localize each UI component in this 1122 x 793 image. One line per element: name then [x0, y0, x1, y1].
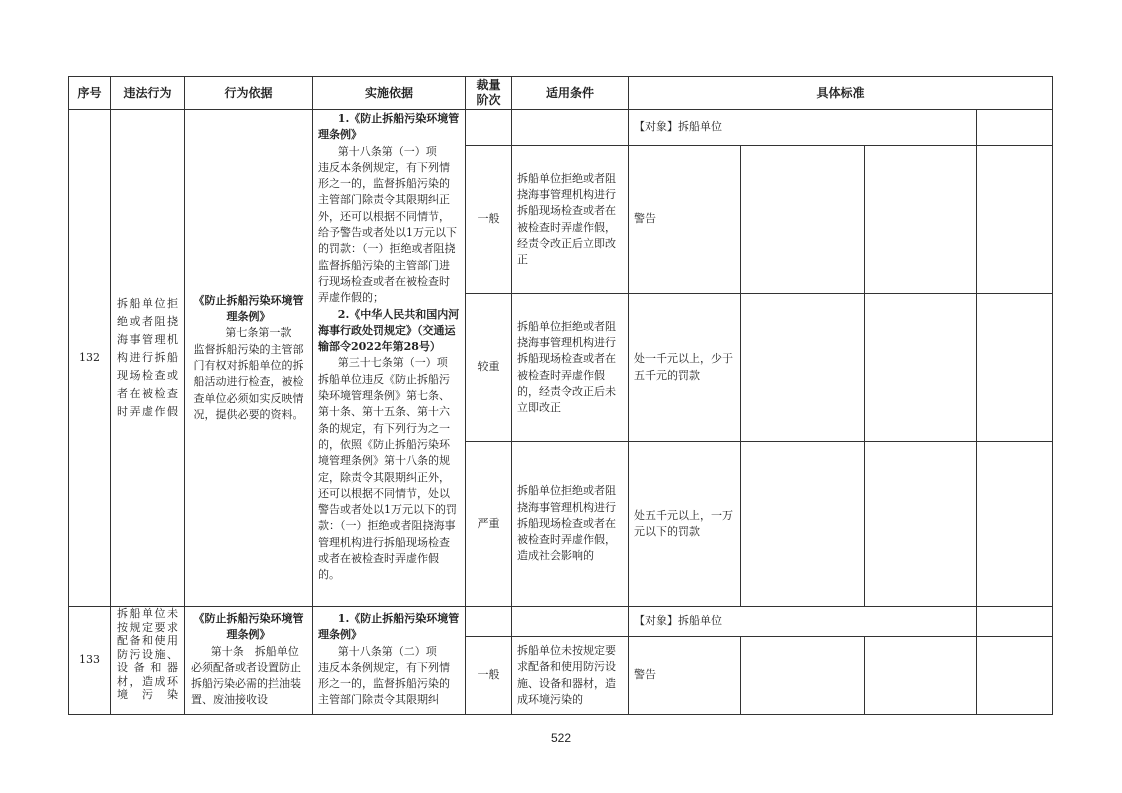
level-cell: 较重 — [466, 294, 512, 442]
impl-body-1: 第十八条第（二）项 违反本条例规定，有下列情形之一的，监督拆船污染的主管部门除责令其限期纠 — [318, 644, 450, 707]
empty-cell — [741, 146, 865, 294]
violation-text: 拆船单位拒绝或者阻挠海事管理机构进行拆船现场检查或者在被检查时弄虚作假 — [117, 297, 178, 418]
header-standard: 具体标准 — [629, 77, 1053, 110]
empty-cell — [865, 442, 977, 607]
condition-cell: 拆船单位拒绝或者阻挠海事管理机构进行拆船现场检查或者在被检查时弄虚作假，造成社会影响的 — [512, 442, 629, 607]
condition-cell: 拆船单位拒绝或者阻挠海事管理机构进行拆船现场检查或者在被检查时弄虚作假的，经责令改正后未立即改正 — [512, 294, 629, 442]
header-implement: 实施依据 — [313, 77, 466, 110]
condition-cell: 拆船单位未按规定要求配备和使用防污设施、设备和器材，造成环境污染的 — [512, 637, 629, 715]
seq-cell: 133 — [69, 607, 111, 715]
basis-body: 第七条第一款 监督拆船污染的主管部门有权对拆船单位的拆船活动进行检查，被检查单位必须如实反映情况，提供必要的资料。 — [193, 326, 304, 421]
level-cell: 一般 — [466, 146, 512, 294]
empty-cell — [865, 637, 977, 715]
implement-cell — [313, 110, 466, 607]
penalty-table — [68, 76, 1053, 715]
header-violation: 违法行为 — [111, 77, 185, 110]
violation-text: 拆船单位未按规定要求配备和使用防污设施、设备和器材，造成环境污染 — [117, 607, 178, 701]
impl-title-2: 2.《中华人民共和国内河海事行政处罚规定》（交通运输部令2022年第28号） — [318, 307, 460, 354]
standard-cell: 警告 — [629, 637, 741, 715]
empty-cell — [865, 146, 977, 294]
basis-title: 《防止拆船污染环境管理条例》 — [193, 612, 304, 642]
standard-cell: 处一千元以上，少于五千元的罚款 — [629, 294, 741, 442]
impl-body-2: 第三十七条第（一）项 拆船单位违反《防止拆船污染环境管理条例》第七条、第十条、第十五条、第十六条的规定，有下列行为之一的，依照《防止拆船污染环境管理条例》第十八条的规定，除责令其限期纠正外，还可以根据不同情节，处以警告或者处以1万元以下的罚款：（一）拒绝或者阻挠海事管理机构进行拆船现场检查或者在被检查时弄虚作假的。 — [318, 356, 457, 582]
condition-cell: 拆船单位拒绝或者阻挠海事管理机构进行拆船现场检查或者在被检查时弄虚作假，经责令改正后立即改正 — [512, 146, 629, 294]
basis-cell — [185, 110, 313, 607]
basis-body: 第十条 拆船单位必须配备或者设置防止拆船污染必需的拦油装置、废油接收设 — [191, 644, 301, 707]
basis-cell — [185, 607, 313, 715]
standard-cell: 警告 — [629, 146, 741, 294]
level-empty-cell — [466, 110, 512, 146]
basis-title: 《防止拆船污染环境管理条例》 — [193, 293, 304, 324]
impl-title-1: 1.《防止拆船污染环境管理条例》 — [318, 612, 460, 642]
violation-cell — [111, 110, 185, 607]
empty-cell — [741, 637, 865, 715]
header-row — [69, 77, 1053, 110]
impl-title-1: 1.《防止拆船污染环境管理条例》 — [318, 112, 460, 142]
empty-cell — [977, 637, 1053, 715]
empty-cell — [977, 294, 1053, 442]
impl-body-1: 第十八条第（一）项 违反本条例规定，有下列情形之一的，监督拆船污染的主管部门除责令其限期纠正外，还可以根据不同情节，给予警告或者处以1万元以下的罚款：（一）拒绝或者阻挠监督拆船污染的主管部门进行现场检查或者在被检查时弄虚作假的； — [318, 144, 457, 305]
implement-cell — [313, 607, 466, 715]
level-cell: 严重 — [466, 442, 512, 607]
page-number: 522 — [550, 731, 572, 745]
empty-cell — [977, 146, 1053, 294]
seq-cell: 132 — [69, 110, 111, 607]
condition-empty-cell — [512, 110, 629, 146]
empty-cell — [741, 442, 865, 607]
table-row — [69, 110, 1053, 146]
standard-empty-cell — [977, 607, 1053, 637]
standard-cell: 处五千元以上，一万元以下的罚款 — [629, 442, 741, 607]
header-level: 裁量 阶次 — [466, 77, 512, 110]
level-cell: 一般 — [466, 637, 512, 715]
empty-cell — [741, 294, 865, 442]
table-row — [69, 607, 1053, 637]
header-condition: 适用条件 — [512, 77, 629, 110]
header-basis: 行为依据 — [185, 77, 313, 110]
violation-cell — [111, 607, 185, 715]
condition-empty-cell — [512, 607, 629, 637]
target-cell: 【对象】拆船单位 — [629, 607, 977, 637]
header-seq: 序号 — [69, 77, 111, 110]
level-empty-cell — [466, 607, 512, 637]
target-cell: 【对象】拆船单位 — [629, 110, 977, 146]
empty-cell — [865, 294, 977, 442]
empty-cell — [977, 442, 1053, 607]
standard-empty-cell — [977, 110, 1053, 146]
